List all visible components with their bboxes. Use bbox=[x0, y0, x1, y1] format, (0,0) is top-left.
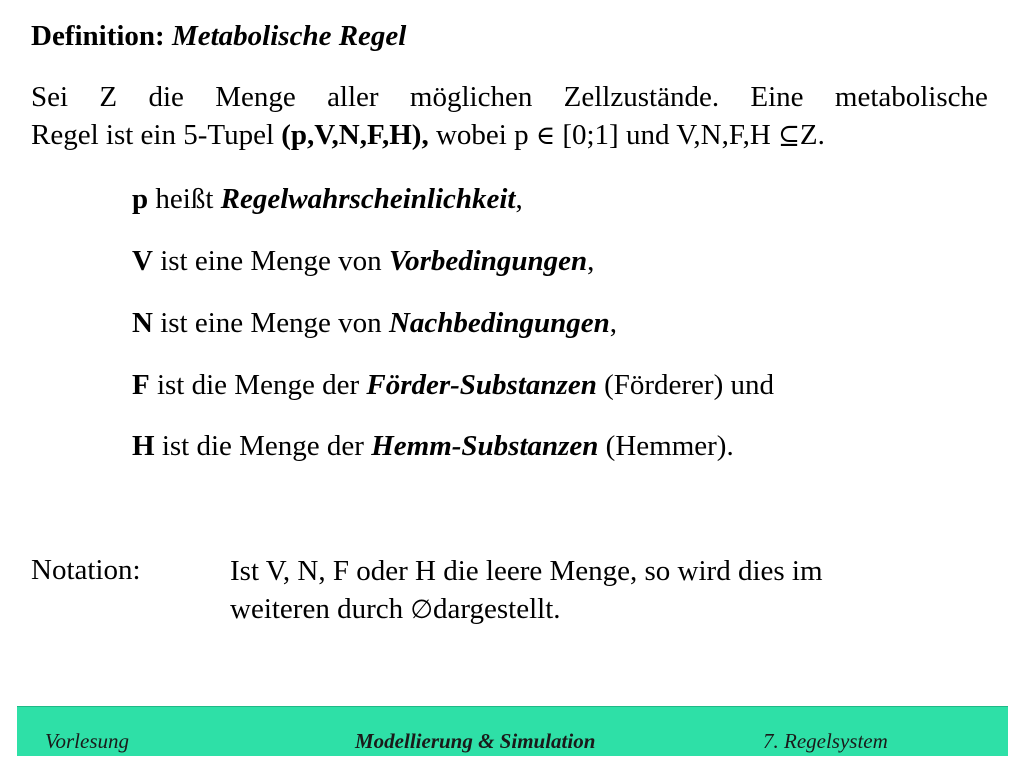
item-term: Förder-Substanzen bbox=[366, 369, 597, 401]
item-variable: N bbox=[132, 307, 153, 339]
footer-chapter-label: 7. Regelsystem bbox=[763, 729, 888, 753]
item-text: heißt bbox=[148, 183, 221, 215]
definition-label: Definition: bbox=[31, 20, 165, 52]
item-text: ist die Menge der bbox=[154, 430, 372, 462]
intro-word: möglichen bbox=[409, 81, 533, 113]
definition-item-h bbox=[132, 428, 734, 464]
intro-text-3: [0;1] und V,N,F,H bbox=[555, 119, 779, 151]
item-tail: (Hemmer). bbox=[598, 430, 734, 462]
definition-item-n bbox=[132, 305, 617, 341]
definition-intro bbox=[31, 78, 988, 155]
item-term: Nachbedingungen bbox=[388, 307, 610, 339]
intro-word: die bbox=[148, 81, 184, 113]
item-variable: H bbox=[132, 430, 155, 462]
item-term: Hemm-Substanzen bbox=[371, 430, 599, 462]
definition-item-f bbox=[132, 367, 774, 403]
item-tail: , bbox=[609, 307, 617, 339]
footer-bar bbox=[17, 706, 1008, 756]
intro-word: metabolische bbox=[834, 81, 988, 113]
footer-course-title: Modellierung & Simulation bbox=[355, 729, 596, 753]
item-term: Vorbedingungen bbox=[388, 245, 588, 277]
item-text: ist eine Menge von bbox=[152, 245, 389, 277]
item-text: ist eine Menge von bbox=[152, 307, 389, 339]
footer-lecture-label: Vorlesung bbox=[45, 729, 129, 753]
notation-text-part-2: dargestellt. bbox=[433, 593, 561, 625]
notation-line-2 bbox=[230, 590, 823, 629]
subset-symbol: ⊆ bbox=[778, 121, 800, 151]
intro-line-1 bbox=[31, 78, 988, 116]
definition-item-p bbox=[132, 181, 523, 217]
notation-label: Notation: bbox=[31, 554, 141, 586]
intro-word: Z bbox=[99, 81, 118, 113]
item-tail: , bbox=[587, 245, 595, 277]
item-tail: , bbox=[515, 183, 523, 215]
definition-heading bbox=[31, 18, 406, 54]
intro-text-2: wobei p bbox=[428, 119, 536, 151]
empty-set-symbol: ∅ bbox=[410, 595, 434, 625]
tuple-notation: (p,V,N,F,H), bbox=[281, 119, 429, 151]
intro-word: Sei bbox=[31, 81, 69, 113]
item-variable: V bbox=[132, 245, 153, 277]
intro-word: Menge bbox=[215, 81, 296, 113]
intro-text-4: Z. bbox=[799, 119, 825, 151]
intro-line-2 bbox=[31, 116, 988, 155]
item-variable: F bbox=[132, 369, 150, 401]
intro-word: Eine bbox=[750, 81, 804, 113]
notation-line-1: Ist V, N, F oder H die leere Menge, so wird dies im bbox=[230, 555, 823, 587]
item-text: ist die Menge der bbox=[149, 369, 367, 401]
intro-text-1: Regel ist ein 5-Tupel bbox=[31, 119, 282, 151]
notation-text bbox=[230, 552, 823, 629]
item-variable: p bbox=[132, 183, 149, 215]
definition-item-v bbox=[132, 243, 594, 279]
definition-title: Metabolische Regel bbox=[171, 20, 407, 52]
intro-word: aller bbox=[327, 81, 379, 113]
intro-word: Zellzustände. bbox=[563, 81, 720, 113]
element-of-symbol: ∈ bbox=[535, 121, 556, 151]
notation-text-part-1: weiteren durch bbox=[230, 593, 411, 625]
item-tail: (Förderer) und bbox=[596, 369, 774, 401]
item-term: Regelwahrscheinlichkeit bbox=[220, 183, 516, 215]
